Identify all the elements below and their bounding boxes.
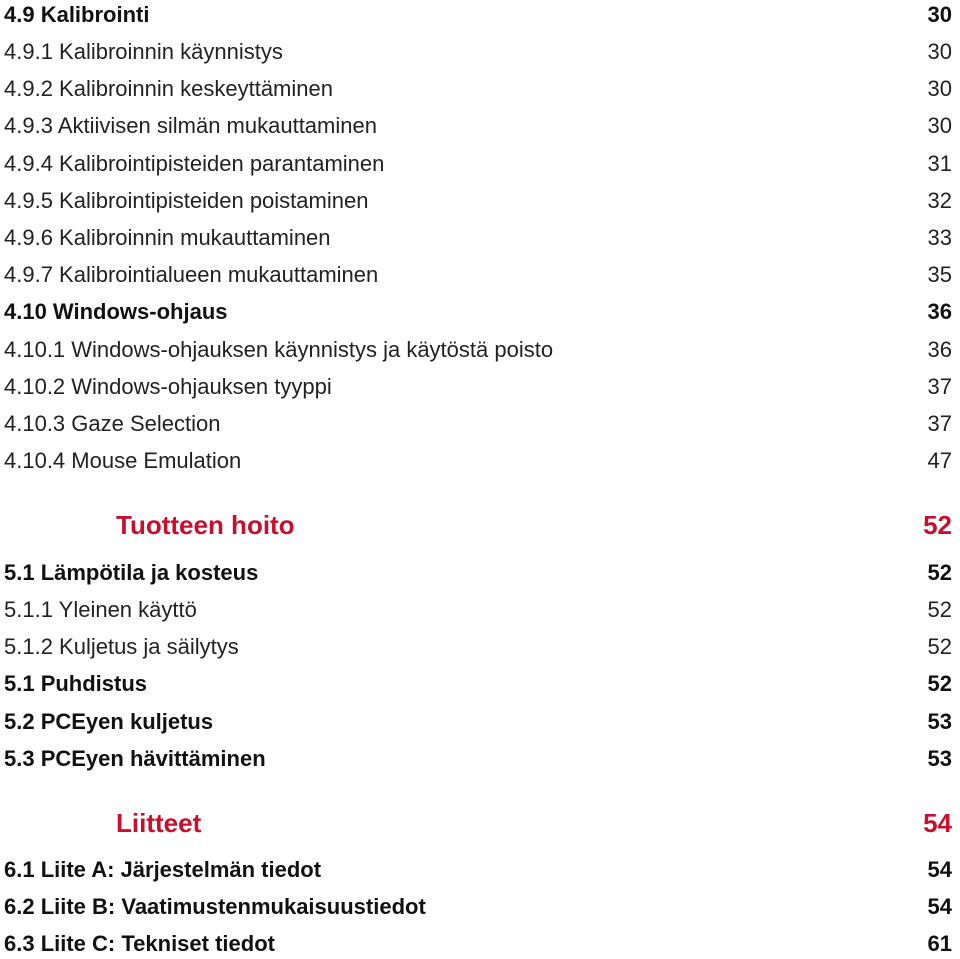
toc-entry-title: 4.9.5 Kalibrointipisteiden poistaminen bbox=[4, 188, 369, 213]
toc-entry-title: 4.9.1 Kalibroinnin käynnistys bbox=[4, 39, 283, 64]
toc-entry[interactable] bbox=[4, 186, 952, 216]
toc-entry[interactable] bbox=[4, 929, 952, 959]
toc-entry-page-number: 30 bbox=[927, 113, 952, 138]
toc-entry-page-number: 33 bbox=[927, 225, 952, 250]
toc-entry[interactable] bbox=[4, 149, 952, 179]
toc-entry-title: 4.10.2 Windows-ohjauksen tyyppi bbox=[4, 374, 332, 399]
toc-entry-page-number: 31 bbox=[927, 151, 952, 176]
toc-entry[interactable] bbox=[4, 223, 952, 253]
toc-entry-page-number: 54 bbox=[927, 857, 952, 882]
toc-entry-page-number: 53 bbox=[927, 709, 952, 734]
toc-entry-page-number: 32 bbox=[927, 188, 952, 213]
toc-entry-title: 4.9.4 Kalibrointipisteiden parantaminen bbox=[4, 151, 385, 176]
toc-entry-title: 5.1 Lämpötila ja kosteus bbox=[4, 560, 259, 585]
toc-entry-page-number: 37 bbox=[927, 374, 952, 399]
toc-entry-title: 4.10.3 Gaze Selection bbox=[4, 411, 221, 436]
toc-entry-title: 4.9.3 Aktiivisen silmän mukauttaminen bbox=[4, 113, 377, 138]
toc-entry[interactable] bbox=[4, 74, 952, 104]
toc-entry-page-number: 52 bbox=[927, 671, 952, 696]
toc-entry-title: Liitteet bbox=[116, 808, 202, 838]
toc-entry-page-number: 52 bbox=[923, 510, 952, 540]
toc-section-heading[interactable] bbox=[4, 508, 952, 542]
toc-entry[interactable] bbox=[4, 446, 952, 476]
toc-entry-title: 4.9.7 Kalibrointialueen mukauttaminen bbox=[4, 262, 379, 287]
toc-entry-title: 5.3 PCEyen hävittäminen bbox=[4, 746, 266, 771]
toc-entry-title: 4.9.6 Kalibroinnin mukauttaminen bbox=[4, 225, 331, 250]
toc-entry-page-number: 36 bbox=[927, 337, 952, 362]
toc-entry[interactable] bbox=[4, 0, 952, 30]
toc-entry-page-number: 54 bbox=[923, 808, 952, 838]
toc-entry-page-number: 54 bbox=[927, 894, 952, 919]
toc-entry-page-number: 37 bbox=[927, 411, 952, 436]
toc-entry-page-number: 35 bbox=[927, 262, 952, 287]
toc-entry-title: 4.10.1 Windows-ohjauksen käynnistys ja käytöstä poisto bbox=[4, 337, 554, 362]
toc-entry-title: 6.2 Liite B: Vaatimustenmukaisuustiedot bbox=[4, 894, 426, 919]
toc-entry[interactable] bbox=[4, 892, 952, 922]
toc-entry[interactable] bbox=[4, 409, 952, 439]
toc-entry-page-number: 30 bbox=[927, 2, 952, 27]
toc-entry[interactable] bbox=[4, 855, 952, 885]
toc-entry[interactable] bbox=[4, 669, 952, 699]
toc-entry[interactable] bbox=[4, 632, 952, 662]
toc-entry-title: 4.9 Kalibrointi bbox=[4, 2, 150, 27]
toc-entry[interactable] bbox=[4, 558, 952, 588]
toc-entry-title: 4.10.4 Mouse Emulation bbox=[4, 448, 242, 473]
toc-entry-page-number: 52 bbox=[927, 634, 952, 659]
toc-entry[interactable] bbox=[4, 297, 952, 327]
toc-entry-title: 5.1.2 Kuljetus ja säilytys bbox=[4, 634, 239, 659]
toc-entry-title: 6.3 Liite C: Tekniset tiedot bbox=[4, 931, 275, 956]
toc-section-heading[interactable] bbox=[4, 806, 952, 840]
toc-entry-title: 4.9.2 Kalibroinnin keskeyttäminen bbox=[4, 76, 333, 101]
toc-entry-page-number: 53 bbox=[927, 746, 952, 771]
toc-entry[interactable] bbox=[4, 372, 952, 402]
toc-entry-page-number: 52 bbox=[927, 597, 952, 622]
toc-entry[interactable] bbox=[4, 111, 952, 141]
toc-entry[interactable] bbox=[4, 595, 952, 625]
toc-entry-title: Tuotteen hoito bbox=[116, 510, 295, 540]
toc-entry[interactable] bbox=[4, 707, 952, 737]
toc-entry-page-number: 30 bbox=[927, 39, 952, 64]
toc-entry[interactable] bbox=[4, 37, 952, 67]
toc-entry-title: 6.1 Liite A: Järjestelmän tiedot bbox=[4, 857, 322, 882]
toc-entry-page-number: 61 bbox=[927, 931, 952, 956]
toc-entry-page-number: 52 bbox=[927, 560, 952, 585]
toc-entry[interactable] bbox=[4, 744, 952, 774]
toc-entry-page-number: 36 bbox=[927, 299, 952, 324]
toc-entry-page-number: 47 bbox=[927, 448, 952, 473]
toc-entry[interactable] bbox=[4, 260, 952, 290]
toc-entry-title: 4.10 Windows-ohjaus bbox=[4, 299, 228, 324]
toc-entry-title: 5.1.1 Yleinen käyttö bbox=[4, 597, 197, 622]
toc-entry-title: 5.2 PCEyen kuljetus bbox=[4, 709, 214, 734]
toc-entry-title: 5.1 Puhdistus bbox=[4, 671, 148, 696]
toc-entry-page-number: 30 bbox=[927, 76, 952, 101]
toc-entry[interactable] bbox=[4, 335, 952, 365]
